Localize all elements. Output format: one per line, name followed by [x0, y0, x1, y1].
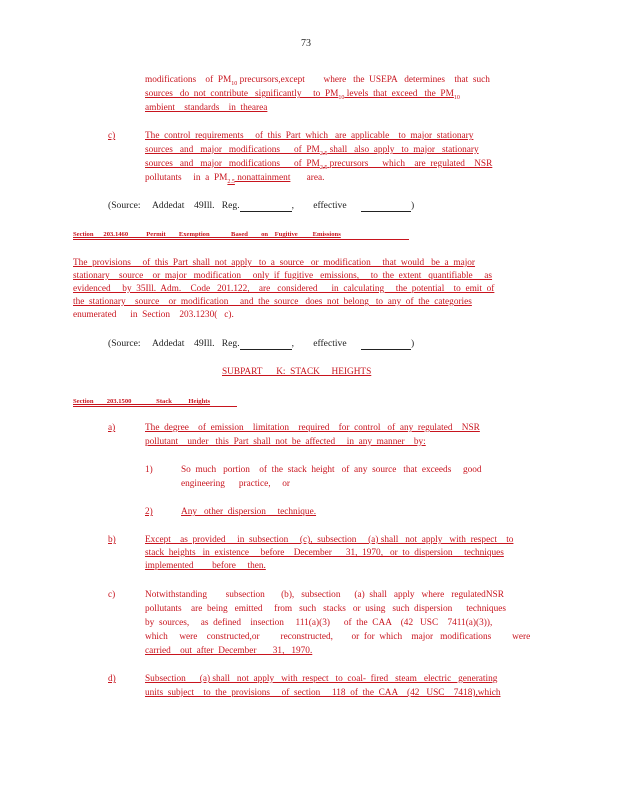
- source-note-1: (Source: Addedat 49Ill. Reg. , effective ): [108, 200, 415, 211]
- section-1500-heading: Section 203.1500 Stack Heights: [73, 398, 211, 405]
- item-a1-label: 1): [145, 465, 153, 475]
- item-b-line-3: implemented before then.: [145, 561, 266, 571]
- item-d-line-2: units subject to the provisions of section 118 of the CAA (42 USC 7418),which: [145, 688, 501, 698]
- item-d-line-1: Subsection (a) shall not apply with respect to coal- fired steam electric generating: [145, 674, 498, 684]
- section-1460-line-1: The provisions of this Part shall not apply to a source or modification that would be a major: [73, 258, 476, 268]
- page-number: 73: [301, 38, 311, 49]
- item-c-line-4: pollutants in a $PM_{2.5}$ nonattainment area.: [145, 173, 325, 185]
- item-a2-line-1: Any other dispersion technique.: [181, 507, 317, 517]
- item-b-line-2: stack heights in existence before December 31, 1970, or to dispersion techniques: [145, 548, 504, 558]
- item-b-label: b): [108, 535, 116, 545]
- section-1460-line-5: enumerated in Section 203.1230( c).: [73, 310, 234, 320]
- section-1460-heading-rule: [73, 239, 409, 240]
- item-c-line-2: sources and major modifications of $PM_{2.5}$ shall also apply to major stationary: [145, 145, 479, 157]
- section-1460-heading: Section 203.1460 Permit Exemption Based on Fugitive Emissions: [73, 231, 341, 238]
- item-a-line-2: pollutant under this Part shall not be affected in any manner by:: [145, 437, 426, 447]
- section-1460-line-3: evidenced by 35Ill. Adm. Code 201.122, are considered in calculating the potential to emit of: [73, 284, 495, 294]
- section-1500-heading-rule: [73, 406, 237, 407]
- item-c-label: c): [108, 131, 116, 141]
- item-a2-label: 2): [145, 507, 153, 517]
- item-c2-line-1: Notwithstanding subsection (b), subsection (a) shall apply where regulatedNSR: [145, 590, 504, 600]
- item-b-line-1: Except as provided in subsection (c), subsection (a) shall not apply with respect to: [145, 535, 514, 545]
- intro-line-2: sources do not contribute significantly to $PM_{10}$ levels that exceed the $PM_{10}$: [145, 89, 460, 101]
- item-a1-line-2: engineering practice, or: [181, 479, 290, 489]
- item-c2-line-5: carried out after December 31, 1970.: [145, 646, 313, 656]
- item-a1-line-1: So much portion of the stack height of any source that exceeds good: [181, 465, 482, 475]
- item-c2-line-4: which were constructed,or reconstructed, or for which major modifications were: [145, 632, 531, 642]
- section-1460-line-4: the stationary source or modification and the source does not belong to any of the categories: [73, 297, 472, 307]
- item-c2-label: c): [108, 590, 116, 600]
- section-1460-line-2: stationary source or major modification only if fugitive emissions, to the extent quantifiable as: [73, 271, 493, 281]
- item-a-line-1: The degree of emission limitation required for control of any regulated NSR: [145, 423, 480, 433]
- item-a-label: a): [108, 423, 116, 433]
- source-note-2: (Source: Addedat 49Ill. Reg. , effective ): [108, 338, 415, 349]
- item-c2-line-2: pollutants are being emitted from such stacks or using such dispersion techniques: [145, 604, 506, 614]
- item-c-line-3: sources and major modifications of $PM_{2.5}$ precursors which are regulated NSR: [145, 159, 493, 171]
- item-d-label: d): [108, 674, 116, 684]
- item-c-line-1: The control requirements of this Part which are applicable to major stationary: [145, 131, 474, 141]
- intro-line-1: modifications of $PM_{10}$ precursors,except where the USEPA determines that such: [145, 75, 490, 87]
- item-c2-line-3: by sources, as defined insection 111(a)(3) of the CAA (42 USC 7411(a)(3)),: [145, 618, 493, 628]
- intro-line-3: ambient standards in thearea: [145, 103, 268, 113]
- subpart-title: SUBPART K: STACK HEIGHTS: [222, 367, 372, 377]
